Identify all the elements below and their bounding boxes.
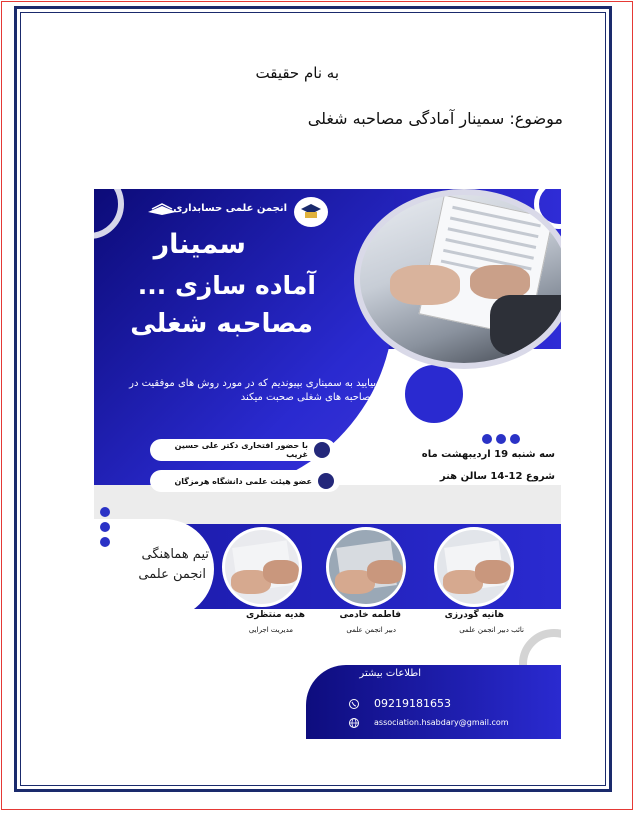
- contact-email[interactable]: association.hsabdary@gmail.com: [374, 718, 509, 727]
- page-heading: به نام حقیقت: [255, 64, 339, 82]
- team-photo-1: [222, 527, 302, 607]
- team-member-name: هدیه منتظری: [246, 610, 305, 620]
- decor-dot: [510, 434, 520, 444]
- team-member-role: نائب دبیر انجمن علمی: [459, 626, 524, 634]
- team-photo-3: [434, 527, 514, 607]
- decor-dot: [100, 522, 110, 532]
- event-time: شروع 12-14 سالن هنر: [439, 471, 555, 482]
- contact-phone: 09219181653: [374, 697, 451, 710]
- decor-dot: [100, 537, 110, 547]
- org-name: انجمن علمی حسابداری: [173, 203, 287, 214]
- poster-description: بیایید به سمیناری بپیوندیم که در مورد روش های موفقیت در مصاحبه های شغلی صحبت میکند: [129, 378, 376, 403]
- poster-title-line1: سمینار: [153, 229, 246, 260]
- subject-line: موضوع: سمینار آمادگی مصاحبه شغلی: [307, 109, 563, 128]
- bullet-dot: [314, 442, 330, 458]
- team-member-name: هانیه گودرزی: [444, 610, 504, 620]
- decor-dot: [482, 434, 492, 444]
- graduation-cap-icon: [300, 203, 322, 221]
- team-photo-2: [326, 527, 406, 607]
- seminar-poster: [94, 189, 561, 739]
- interview-photo: [354, 189, 561, 369]
- decor-dot: [496, 434, 506, 444]
- more-info-heading: اطلاعات بیشتر: [359, 668, 421, 679]
- team-member-name: فاطمه خادمی: [339, 610, 401, 620]
- guest-role-pill: [150, 470, 340, 492]
- book-icon: [146, 202, 178, 216]
- globe-icon: [349, 718, 359, 728]
- team-label-line2: انجمن علمی: [138, 567, 206, 582]
- poster-title-line3: مصاحبه شغلی: [130, 309, 313, 339]
- phone-icon: [349, 699, 359, 709]
- team-member-role: دبیر انجمن علمی: [346, 626, 396, 634]
- decor-ring: [399, 359, 469, 429]
- team-member-role: مدیریت اجرایی: [248, 626, 293, 634]
- decor-ring: [94, 609, 134, 689]
- guest-pill: [150, 439, 336, 461]
- org-logo: [294, 197, 328, 227]
- bullet-dot: [318, 473, 334, 489]
- guest-role: عضو هیئت علمی دانشگاه هرمزگان: [174, 476, 312, 486]
- team-label-line1: تیم هماهنگی: [141, 547, 209, 562]
- poster-title-line2: آماده سازی ...: [137, 271, 316, 300]
- event-date: سه شنبه 19 اردیبهشت ماه: [421, 449, 555, 460]
- decor-dot: [100, 507, 110, 517]
- guest-line: با حضور افتخاری دکتر علی حسین غریب: [174, 441, 308, 459]
